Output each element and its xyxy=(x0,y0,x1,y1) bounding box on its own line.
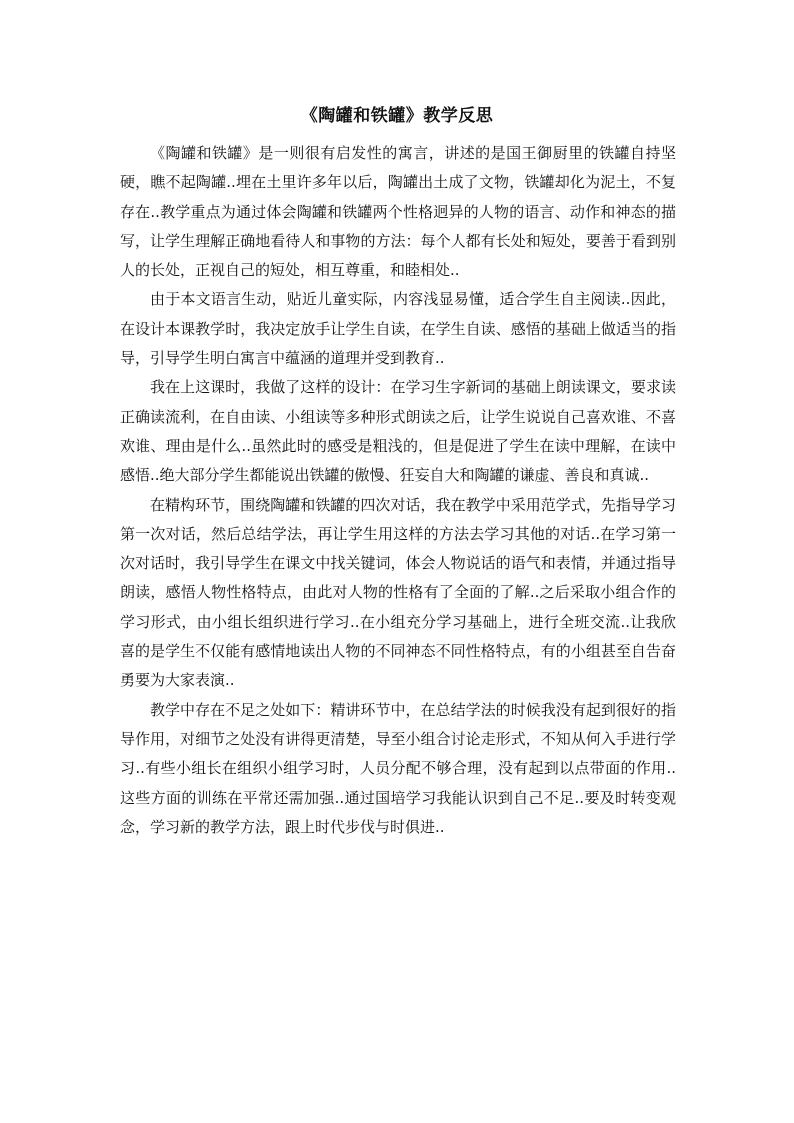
paragraph-3: 我在上这课时，我做了这样的设计：在学习生字新词的基础上朗读课文，要求读正确读流利，在自由读、小组读等多种形式朗读之后，让学生说说自己喜欢谁、不喜欢谁、理由是什么..虽然此时的感受是粗浅的，但是促进了学生在读中理解，在读中感悟..绝大部分学生都能说出铁罐的傲慢、狂妄自大和陶罐的谦虚、善良和真诚.. xyxy=(120,378,676,485)
paragraph-5: 教学中存在不足之处如下：精讲环节中，在总结学法的时候我没有起到很好的指导作用，对细节之处没有讲得更清楚，导至小组合讨论走形式，不知从何入手进行学习..有些小组长在组织小组学习时，人员分配不够合理，没有起到以点带面的作用..这些方面的训练在平常还需加强..通过国培学习我能认识到自己不足..要及时转变观念，学习新的教学方法，跟上时代步伐与时俱进.. xyxy=(120,700,676,836)
document-title: 《陶罐和铁罐》教学反思 xyxy=(300,106,494,126)
paragraph-2: 由于本文语言生动，贴近儿童实际，内容浅显易懂，适合学生自主阅读..因此，在设计本课教学时，我决定放手让学生自读，在学生自读、感悟的基础上做适当的指导，引导学生明白寓言中蕴涵的道理并受到教育.. xyxy=(120,290,676,368)
document-body xyxy=(120,139,676,842)
paragraph-4: 在精构环节，围绕陶罐和铁罐的四次对话，我在教学中采用范学式，先指导学习第一次对话，然后总结学法，再让学生用这样的方法去学习其他的对话..在学习第一次对话时，我引导学生在课文中找关键词，体会人物说话的语气和表情，并通过指导朗读，感悟人物性格特点，由此对人物的性格有了全面的了解..之后采取小组合作的学习形式，由小组长组织进行学习..在小组充分学习基础上，进行全班交流..让我欣喜的是学生不仅能有感情地读出人物的不同神态不同性格特点，有的小组甚至自告奋勇要为大家表演.. xyxy=(120,495,676,690)
paragraph-1: 《陶罐和铁罐》是一则很有启发性的寓言，讲述的是国王御厨里的铁罐自持坚硬，瞧不起陶罐..埋在土里许多年以后，陶罐出土成了文物，铁罐却化为泥土，不复存在..教学重点为通过体会陶罐和铁罐两个性格迥异的人物的语言、动作和神态的描写，让学生理解正确地看待人和事物的方法：每个人都有长处和短处，要善于看到别人的长处，正视自己的短处，相互尊重，和睦相处.. xyxy=(120,144,676,280)
